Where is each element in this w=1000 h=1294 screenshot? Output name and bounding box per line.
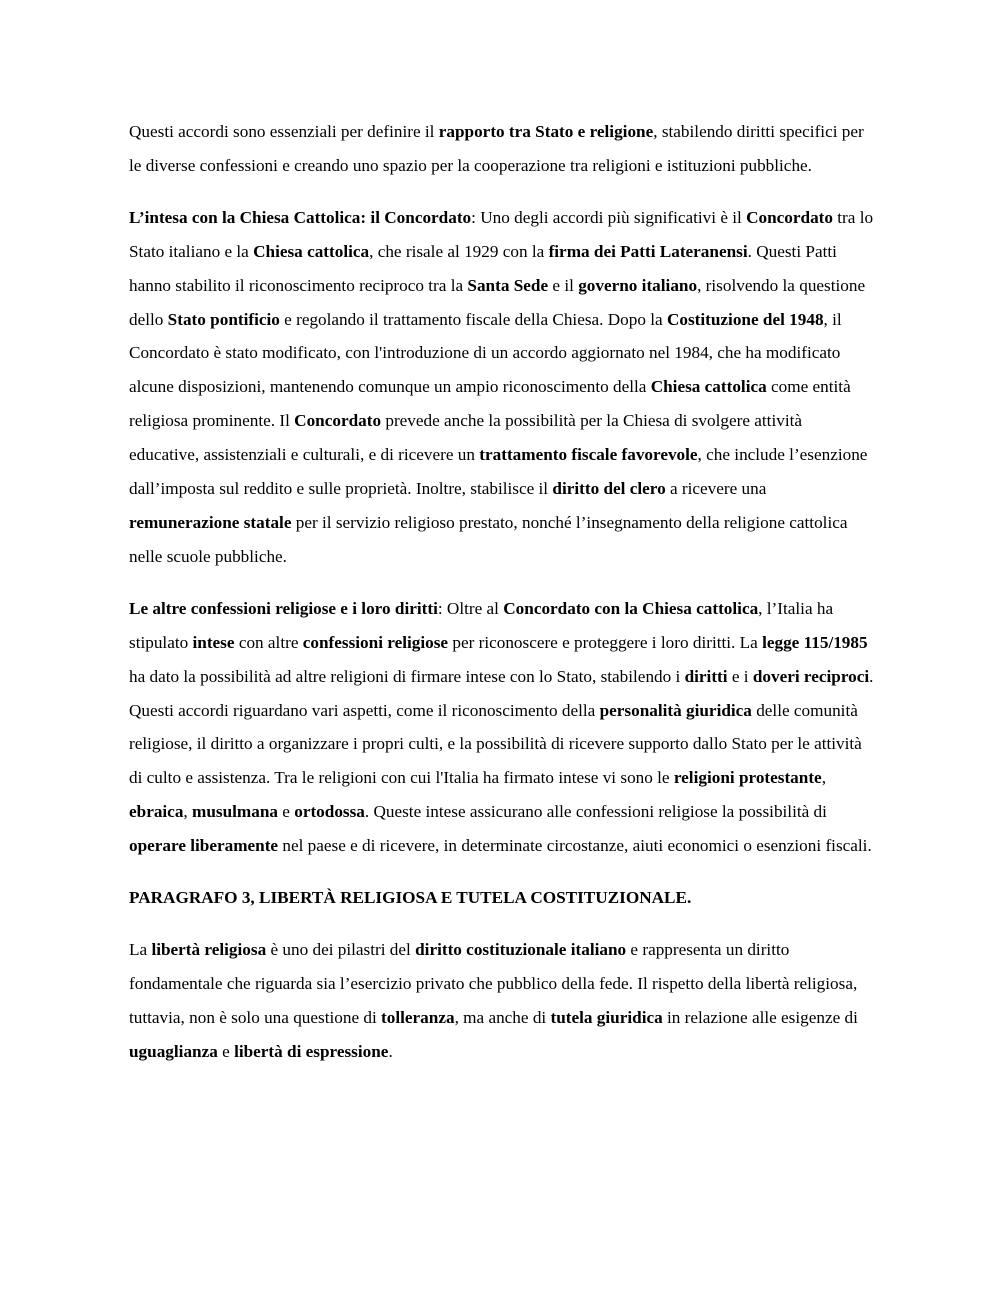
text-run: Questi accordi sono essenziali per definire il xyxy=(129,122,439,141)
bold-text: diritto costituzionale italiano xyxy=(415,939,627,959)
bold-text: diritti xyxy=(684,666,728,686)
bold-text: Chiesa cattolica xyxy=(253,241,370,261)
bold-text: tolleranza xyxy=(381,1007,455,1027)
bold-text: Concordato con la Chiesa cattolica xyxy=(503,598,759,618)
paragraph-state-religion xyxy=(129,115,874,183)
section-heading: PARAGRAFO 3, LIBERTÀ RELIGIOSA E TUTELA COSTITUZIONALE. xyxy=(129,888,692,908)
paragraph-other-confessions xyxy=(129,592,874,863)
bold-text: diritto del clero xyxy=(552,479,666,499)
text-run: è uno dei pilastri del xyxy=(266,939,416,959)
text-run: con altre xyxy=(234,632,303,652)
document-page xyxy=(129,115,874,1087)
bold-text: L’intesa con la Chiesa Cattolica: il Concordato xyxy=(129,207,472,227)
text-run: e xyxy=(217,1041,235,1061)
text-run: tra lo Stato italiano e la xyxy=(129,207,874,261)
text-run: , il Concordato è stato modificato, con l'introduzione di un accordo aggiornato nel 1984, che ha modificato alcune disposizioni, mantenendo comunque un ampio riconoscimento della xyxy=(129,309,842,397)
text-run: e xyxy=(277,802,295,822)
text-run: . Queste intese assicurano alle confessioni religiose la possibilità di xyxy=(364,802,827,822)
text-run: prevede anche la possibilità per la Chiesa di svolgere attività educative, assistenziali e culturali, e di ricevere un xyxy=(129,411,802,465)
bold-text: Concordato xyxy=(294,411,382,431)
text-run: in relazione alle esigenze di xyxy=(662,1007,858,1027)
text-run: , l’Italia ha stipulato xyxy=(129,598,834,652)
paragraph-concordato xyxy=(129,201,874,574)
bold-text: operare liberamente xyxy=(129,836,279,856)
bold-text: Concordato xyxy=(746,207,833,227)
bold-text: Costituzione del 1948 xyxy=(666,309,824,329)
text-run: . Questi accordi riguardano vari aspetti, come il riconoscimento della xyxy=(129,666,874,720)
text-run: , stabilendo diritti specifici per le diverse confessioni e creando uno spazio per la cooperazione tra religioni e istituzioni pubbliche. xyxy=(129,122,864,175)
text-run: , che include l’esenzione dall’imposta sul reddito e sulle proprietà. Inoltre, stabilisce il xyxy=(129,445,868,499)
bold-text: ortodossa xyxy=(294,802,365,822)
text-run: , xyxy=(183,802,193,822)
text-run: ha dato la possibilità ad altre religioni di firmare intese con lo Stato, stabilendo i xyxy=(129,666,685,686)
bold-text: remunerazione statale xyxy=(129,512,292,532)
bold-text: musulmana xyxy=(192,802,278,822)
bold-text: libertà religiosa xyxy=(151,939,267,959)
bold-text: Le altre confessioni religiose e i loro diritti xyxy=(129,598,438,618)
text-run: per riconoscere e proteggere i loro diritti. La xyxy=(448,632,763,652)
bold-text: rapporto tra Stato e religione xyxy=(438,122,654,141)
paragraph-religious-freedom xyxy=(129,933,874,1069)
text-run: e rappresenta un diritto fondamentale che riguarda sia l’esercizio privato che pubblico della fede. Il rispetto della libertà religiosa, tuttavia, non è solo una questione di xyxy=(129,939,858,1027)
text-run: e i xyxy=(727,666,753,686)
bold-text: Stato pontificio xyxy=(167,309,280,329)
text-run: come entità religiosa prominente. Il xyxy=(129,377,851,431)
text-run: , risolvendo la questione dello xyxy=(129,275,866,329)
text-run: nel paese e di ricevere, in determinate circostanze, aiuti economici o esenzioni fiscali. xyxy=(278,836,872,856)
text-run: . xyxy=(388,1041,393,1061)
bold-text: personalità giuridica xyxy=(599,700,752,720)
text-run: : Oltre al xyxy=(437,598,504,618)
bold-text: tutela giuridica xyxy=(550,1007,663,1027)
text-run: e regolando il trattamento fiscale della Chiesa. Dopo la xyxy=(279,309,667,329)
text-run: e il xyxy=(548,275,579,295)
bold-text: uguaglianza xyxy=(129,1041,218,1061)
text-run: : Uno degli accordi più significativi è il xyxy=(471,207,747,227)
bold-text: governo italiano xyxy=(578,275,698,295)
bold-text: doveri reciproci xyxy=(752,666,870,686)
bold-text: Santa Sede xyxy=(467,275,549,295)
bold-text: Chiesa cattolica xyxy=(650,377,767,397)
bold-text: libertà di espressione xyxy=(234,1041,389,1061)
bold-text: trattamento fiscale favorevole xyxy=(479,445,698,465)
bold-text: intese xyxy=(192,632,235,652)
bold-text: ebraica xyxy=(129,802,184,822)
text-run: . Questi Patti hanno stabilito il riconoscimento reciproco tra la xyxy=(129,241,837,295)
bold-text: confessioni religiose xyxy=(302,632,449,652)
text-run: , ma anche di xyxy=(454,1007,551,1027)
text-run: , che risale al 1929 con la xyxy=(369,241,549,261)
text-run: delle comunità religiose, il diritto a organizzare i propri culti, e la possibilità di ricevere supporto dallo Stato per le attività di culto e assistenza. Tra le religioni con cui l'Italia ha firmato intese vi sono le xyxy=(129,700,862,788)
text-run: per il servizio religioso prestato, nonché l’insegnamento della religione cattolica nelle scuole pubbliche. xyxy=(129,512,848,566)
text-run: , xyxy=(821,768,826,788)
bold-text: legge 115/1985 xyxy=(762,632,868,652)
bold-text: religioni protestante xyxy=(673,768,822,788)
bold-text: firma dei Patti Lateranensi xyxy=(548,241,748,261)
text-run: La xyxy=(129,939,152,959)
text-run: a ricevere una xyxy=(665,479,767,499)
